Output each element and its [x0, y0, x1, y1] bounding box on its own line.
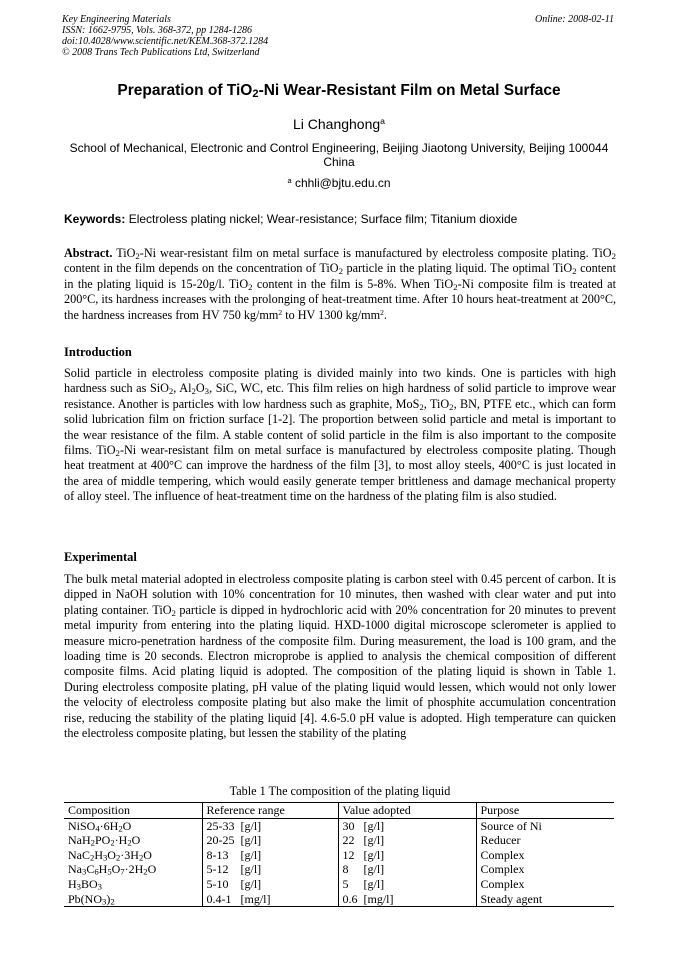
table-cell: 30 [g/l] [338, 818, 476, 833]
affiliation: School of Mechanical, Electronic and Control Engineering, Beijing Jiaotong University, Beijing 100044 China [69, 141, 609, 169]
experimental-heading: Experimental [64, 550, 137, 564]
introduction-text: Solid particle in electroless composite plating is divided mainly into two kinds. One is particles with high hardness such as SiO$_2$, $Al_2O_3$, SiC, WC, etc. This film relies on high hardness of solid particle to improve wear resistance. Another is particles with low hardness such as graphite, MoS$_2$, TiO$_2$, BN, PTFE etc., which can form solid lubrication film on friction surface [1-2]. The proportion between solid particle and metal is important to the wear resistance of the film. A stable content of solid particle in the film is also important to the composite films. TiO$_2$-Ni wear-resistant film on metal surface is manufactured by electroless composite plating. Though heat treatment at 400°C can improve the hardness of the film [3], to most alloy steels, 400°C is just located in the area of middle tempering, which would easily generate temper brittleness and damage mechanical property of alloy steel. The influence of heat-treatment time on the hardness of the plating film is also studied. [64, 366, 617, 504]
table-cell: $H_3BO_3$ [68, 876, 102, 892]
table-cell: $NiSO_4\cdot 6H_2O$ [68, 818, 132, 834]
table-row [64, 818, 614, 833]
header-value-adopted: Value adopted [338, 803, 476, 819]
table-cell: Complex [476, 848, 614, 863]
paper-title: Preparation of TiO$_2$-Ni Wear-Resistant Film on Metal Surface [117, 82, 561, 101]
table-cell: Source of Ni [476, 818, 614, 833]
online-date: Online: 2008-02-11 [535, 14, 614, 25]
keywords [64, 212, 624, 226]
table-row [64, 848, 614, 863]
table-cell: $Na_3C_6H_5O_7\cdot 2H_2O$ [68, 862, 157, 878]
table-cell: 25-33 [g/l] [202, 818, 338, 833]
table-header-row [64, 803, 614, 819]
table-cell: Reducer [476, 833, 614, 848]
journal-name: Key Engineering Materials [62, 14, 171, 25]
doi-line: doi:10.4028/www.scientific.net/KEM.368-372.1284 [62, 36, 269, 47]
table-cell: Complex [476, 862, 614, 877]
copyright-line: © 2008 Trans Tech Publications Ltd, Switzerland [62, 47, 260, 58]
table-cell: 0.6 [mg/l] [338, 892, 476, 907]
table-cell: 0.4-1 [mg/l] [202, 892, 338, 907]
table-caption: Table 1 The composition of the plating liquid [229, 784, 451, 798]
table-cell: 5-12 [g/l] [202, 862, 338, 877]
introduction-heading: Introduction [64, 345, 132, 359]
abstract-label: Abstract. [64, 246, 113, 260]
table-cell: 22 [g/l] [338, 833, 476, 848]
experimental-text: The bulk metal material adopted in electroless composite plating is carbon steel with 0.45 percent of carbon. It is dipped in NaOH solution with 10% concentration for 10 minutes, then washed with clear water and put into plating container. TiO$_2$ particle is dipped in hydrochloric acid with 20% concentration for 20 minutes to prevent metal impurity from entering into the plating liquid. HXD-1000 digital microscope sclerometer is applied to measure micro-penetration hardness of the composite film. During measurement, the load is 100 gram, and the loading time is 20 seconds. Electron microprobe is applied to analysis the chemical composition of different composite films. Acid plating liquid is adopted. The composition of the plating liquid is shown in Table 1. During electroless composite plating, pH value of the plating liquid would lessen, which would not only lower the velocity of electroless composite plating but also make the limit of phosphite accumulation concentration rise, reducing the stability of the plating liquid [4]. 4.6-5.0 pH value is adopted. High temperature can quicken the electroless composite plating, but lessen the stability of the plating [64, 572, 617, 741]
header-purpose: Purpose [476, 803, 614, 819]
table-cell: 8 [g/l] [338, 862, 476, 877]
table-cell: Complex [476, 877, 614, 892]
table-row [64, 877, 614, 892]
table-cell: $NaC_2H_3O_2\cdot 3H_2O$ [68, 847, 152, 863]
table-cell: Steady agent [476, 892, 614, 907]
keywords-label: Keywords: [64, 212, 126, 226]
table-cell: 20-25 [g/l] [202, 833, 338, 848]
keywords-text: Electroless plating nickel; Wear-resistance; Surface film; Titanium dioxide [128, 212, 518, 226]
header-composition: Composition [64, 803, 202, 819]
author-name: Li Changhong$^a$ [292, 116, 385, 132]
issn-line: ISSN: 1662-9795, Vols. 368-372, pp 1284-1286 [62, 25, 252, 36]
author-email: $^a$ chhli@bjtu.edu.cn [287, 175, 391, 190]
abstract [64, 246, 616, 323]
abstract-text: TiO$_2$-Ni wear-resistant film on metal surface is manufactured by electroless composite plating. TiO$_2$ content in the film depends on the concentration of TiO$_2$ particle in the plating liquid. The optimal TiO$_2$ content in the plating liquid is 15-20g/l. TiO$_2$ content in the film is 5-8%. When TiO$_2$-Ni composite film is treated at 200°C, its hardness increases with the prolonging of heat-treatment time. After 10 hours heat-treatment at 200°C, the hardness increases from HV 750 $kg/mm^2$ to HV 1300 $kg/mm^2$. [64, 246, 616, 322]
header-reference-range: Reference range [202, 803, 338, 819]
composition-table [64, 802, 614, 907]
table-row [64, 833, 614, 848]
table-cell: 5-10 [g/l] [202, 877, 338, 892]
table-cell: $NaH_2PO_2\cdot H_2O$ [68, 833, 141, 848]
table-cell: $Pb(NO_3)_2$ [64, 892, 202, 907]
table-row [64, 892, 614, 907]
table-row [64, 862, 614, 877]
journal-info [62, 14, 268, 58]
table-cell: 12 [g/l] [338, 848, 476, 863]
table-cell: 5 [g/l] [338, 877, 476, 892]
table-cell: 8-13 [g/l] [202, 848, 338, 863]
